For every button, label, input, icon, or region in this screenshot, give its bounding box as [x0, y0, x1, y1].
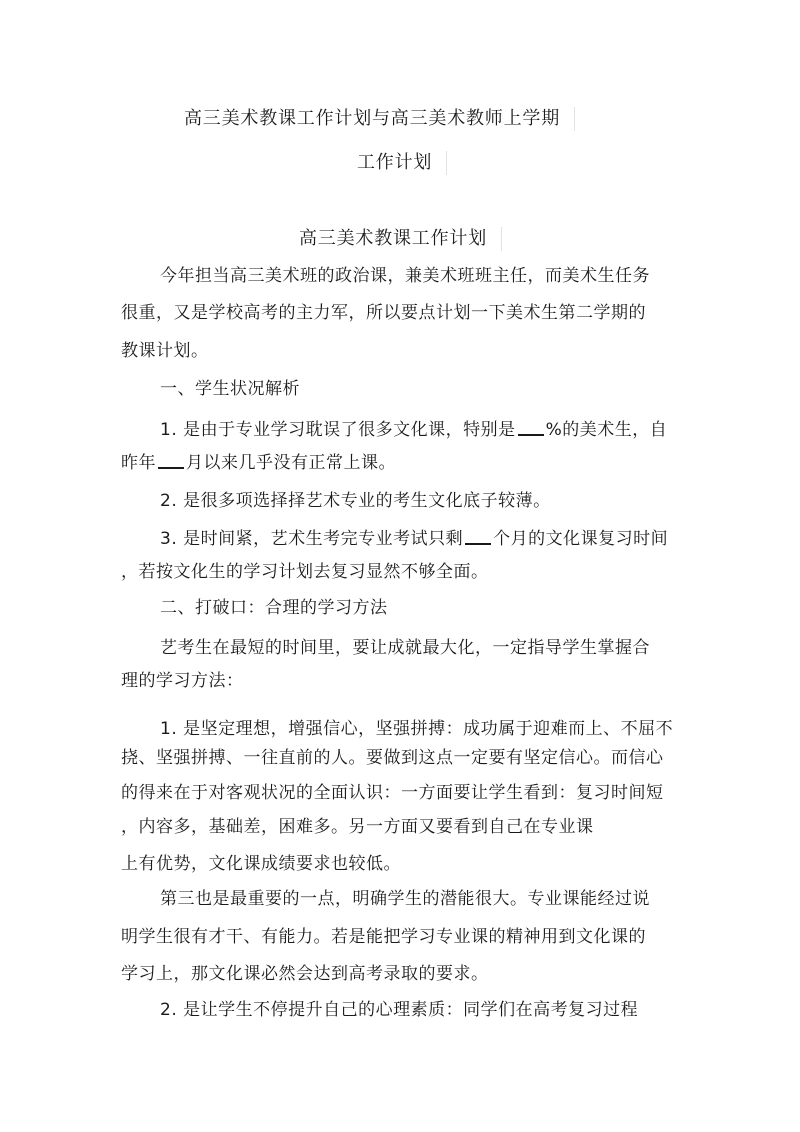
para-third-line-2: 明学生很有才干、有能力。若是能把学习专业课的精神用到文化课的 — [121, 927, 646, 947]
item-1-1-text-a: 1. 是由于专业学习耽误了很多文化课，特别是 — [160, 420, 516, 440]
item-2-1-line-2: 挠、坚强拼搏、一往直前的人。要做到这点一定要有坚定信心。而信心 — [121, 748, 664, 768]
item-1-1-line-2 — [121, 451, 396, 475]
item-1-1-text-c: 昨年 — [121, 453, 156, 473]
item-2-1-line-4: ，内容多，基础差，困难多。另一方面又要看到自己在专业课 — [121, 817, 594, 837]
item-2-1-line-1: 1. 是坚定理想，增强信心，坚强拼搏：成功属于迎难而上、不屈不 — [160, 719, 674, 739]
fill-in-blank — [518, 419, 544, 436]
item-1-3-text-b: 个月的文化课复习时间 — [493, 529, 669, 549]
para-third-line-1: 第三也是最重要的一点，明确学生的潜能很大。专业课能经过说 — [160, 889, 650, 909]
intro-line-3: 教课计划。 — [121, 341, 209, 361]
section-subtitle: 高三美术教课工作计划 — [299, 227, 502, 251]
section-1-heading: 一、学生状况解析 — [160, 379, 300, 399]
section-2-intro-line-1: 艺考生在最短的时间里，要让成就最大化，一定指导学生掌握合 — [160, 638, 650, 658]
item-1-3-line-1 — [160, 527, 668, 551]
item-1-1-line-1 — [160, 418, 667, 442]
document-title-line-2: 工作计划 — [357, 151, 447, 175]
item-1-3-line-2: ，若按文化生的学习计划去复习显然不够全面。 — [121, 562, 489, 582]
item-1-3-text-a: 3. 是时间紧，艺术生考完专业考试只剩 — [160, 529, 464, 549]
document-title-line-1: 高三美术教课工作计划与高三美术教师上学期 — [184, 107, 575, 131]
item-1-1-text-b: %的美术生，自 — [545, 420, 668, 440]
intro-line-1: 今年担当高三美术班的政治课，兼美术班班主任，而美术生任务 — [160, 266, 650, 286]
para-third-line-3: 学习上，那文化课必然会达到高考录取的要求。 — [121, 964, 489, 984]
item-2-2-line-1: 2. 是让学生不停提升自己的心理素质：同学们在高考复习过程 — [160, 1000, 639, 1020]
section-2-intro-line-2: 理的学习方法： — [121, 671, 244, 691]
item-2-1-line-3: 的得来在于对客观状况的全面认识：一方面要让学生看到：复习时间短 — [121, 783, 664, 803]
item-2-1-line-5: 上有优势，文化课成绩要求也较低。 — [121, 854, 401, 874]
fill-in-blank — [158, 452, 184, 469]
item-1-2: 2. 是很多项选择择艺术专业的考生文化底子较薄。 — [160, 491, 551, 511]
section-2-heading: 二、打破口：合理的学习方法 — [160, 598, 388, 618]
item-1-1-text-d: 月以来几乎没有正常上课。 — [186, 453, 396, 473]
fill-in-blank — [465, 528, 491, 545]
intro-line-2: 很重，又是学校高考的主力军，所以要点计划一下美术生第二学期的 — [121, 303, 646, 323]
